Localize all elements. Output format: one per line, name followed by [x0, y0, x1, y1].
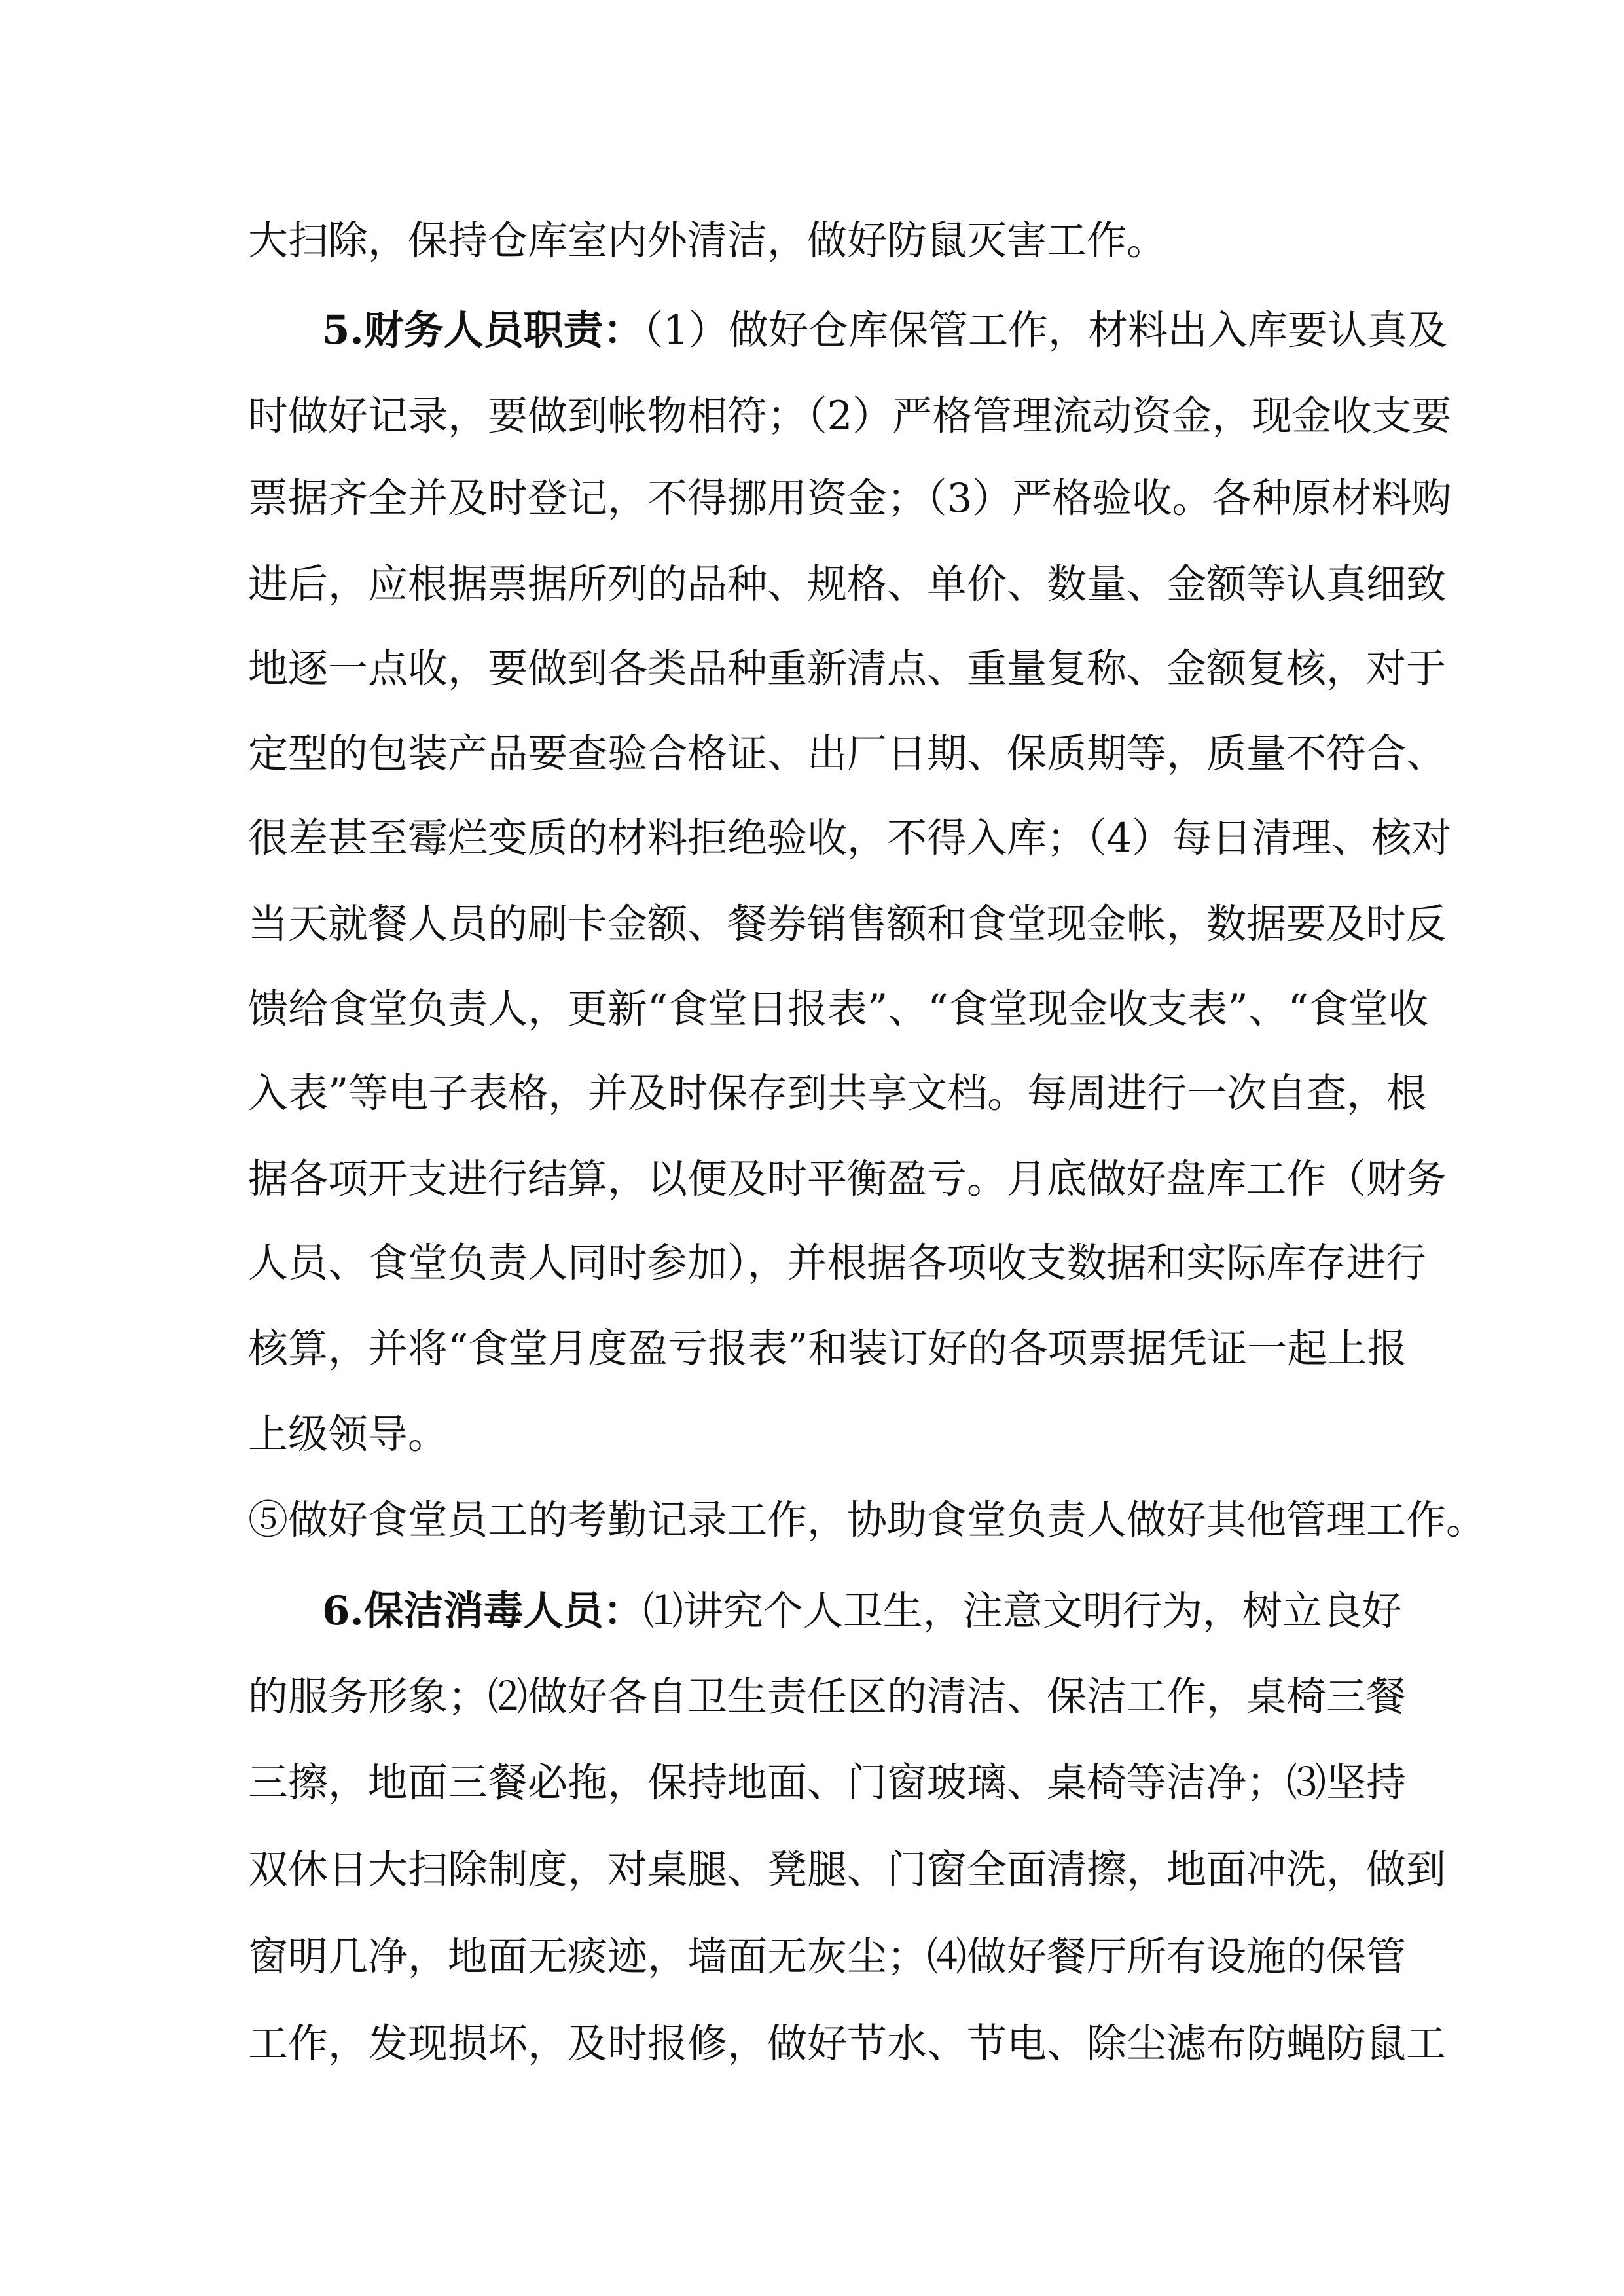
line-text: 当天就餐人员的刷卡金额、餐券销售额和食堂现金帐，数据要及时反	[248, 901, 1447, 947]
line-text: 大扫除，保持仓库室内外清洁，做好防鼠灭害工作。	[248, 217, 1167, 264]
section-heading: 5.财务人员职责：	[322, 307, 643, 353]
line-text: 进后，应根据票据所列的品种、规格、单价、数量、金额等认真细致	[248, 561, 1447, 607]
text-line	[248, 473, 1452, 525]
line-text: 时做好记录，要做到帐物相符；（2）严格管理流动资金，现金收支要	[248, 393, 1452, 439]
line-text: 馈给食堂负责人，更新“食堂日报表”、“食堂现金收支表”、“食堂收	[248, 986, 1428, 1032]
text-line	[248, 1323, 1407, 1375]
line-text: 很差甚至霉烂变质的材料拒绝验收，不得入库；（4）每日清理、核对	[248, 815, 1452, 861]
text-line	[248, 390, 1452, 442]
line-text: 人员、食堂负责人同时参加），并根据各项收支数据和实际库存进行	[248, 1240, 1426, 1286]
text-line	[248, 1153, 1447, 1206]
text-line	[248, 1408, 1388, 1461]
section-heading: 6.保洁消毒人员：	[322, 1588, 643, 1634]
line-text: 地逐一点收，要做到各类品种重新清点、重量复称、金额复核，对于	[248, 645, 1447, 692]
line-text: 窗明几净，地面无痰迹，墙面无灰尘；⑷做好餐厅所有设施的保管	[248, 1933, 1407, 1980]
text-line	[248, 643, 1447, 695]
text-line	[322, 304, 1447, 357]
line-text: 票据齐全并及时登记，不得挪用资金；（3）严格验收。各种原材料购	[248, 475, 1452, 522]
line-text: 上级领导。	[248, 1411, 448, 1458]
line-text: 核算，并将“食堂月度盈亏报表”和装订好的各项票据凭证一起上报	[248, 1325, 1407, 1372]
line-text: 三擦，地面三餐必拖，保持地面、门窗玻璃、桌椅等洁净；⑶坚持	[248, 1759, 1407, 1806]
line-text: 入表”等电子表格，并及时保存到共享文档。每周进行一次自查，根	[248, 1070, 1427, 1117]
text-line	[248, 983, 1428, 1035]
text-line	[248, 215, 1388, 267]
text-line	[248, 1067, 1427, 1120]
line-text: ⑤做好食堂员工的考勤记录工作，协助食堂负责人做好其他管理工作。	[248, 1497, 1487, 1543]
line-text: 双休日大扫除制度，对桌腿、凳腿、门窗全面清擦，地面冲洗，做到	[248, 1846, 1447, 1893]
text-line	[248, 1237, 1426, 1289]
line-text: ⑴讲究个人卫生，注意文明行为，树立良好	[643, 1588, 1402, 1634]
line-text: 据各项开支进行结算，以便及时平衡盈亏。月底做好盘库工作（财务	[248, 1156, 1447, 1202]
text-line	[248, 1494, 1487, 1547]
line-text: 定型的包装产品要查验合格证、出厂日期、保质期等，质量不符合、	[248, 730, 1447, 777]
text-line	[248, 728, 1447, 780]
text-line	[248, 898, 1447, 950]
line-text: 的服务形象；⑵做好各自卫生责任区的清洁、保洁工作，桌椅三餐	[248, 1674, 1407, 1720]
text-line	[248, 1671, 1407, 1723]
text-line	[248, 558, 1447, 611]
line-text: 工作，发现损坏，及时报修，做好节水、节电、除尘滤布防蝇防鼠工	[248, 2020, 1447, 2067]
text-line	[248, 1757, 1407, 1809]
text-line	[248, 2018, 1447, 2070]
line-text: （1）做好仓库保管工作，材料出入库要认真及	[643, 307, 1447, 353]
text-line	[248, 1844, 1447, 1896]
text-line	[248, 1931, 1407, 1983]
text-line	[322, 1585, 1402, 1638]
text-line	[248, 812, 1452, 865]
